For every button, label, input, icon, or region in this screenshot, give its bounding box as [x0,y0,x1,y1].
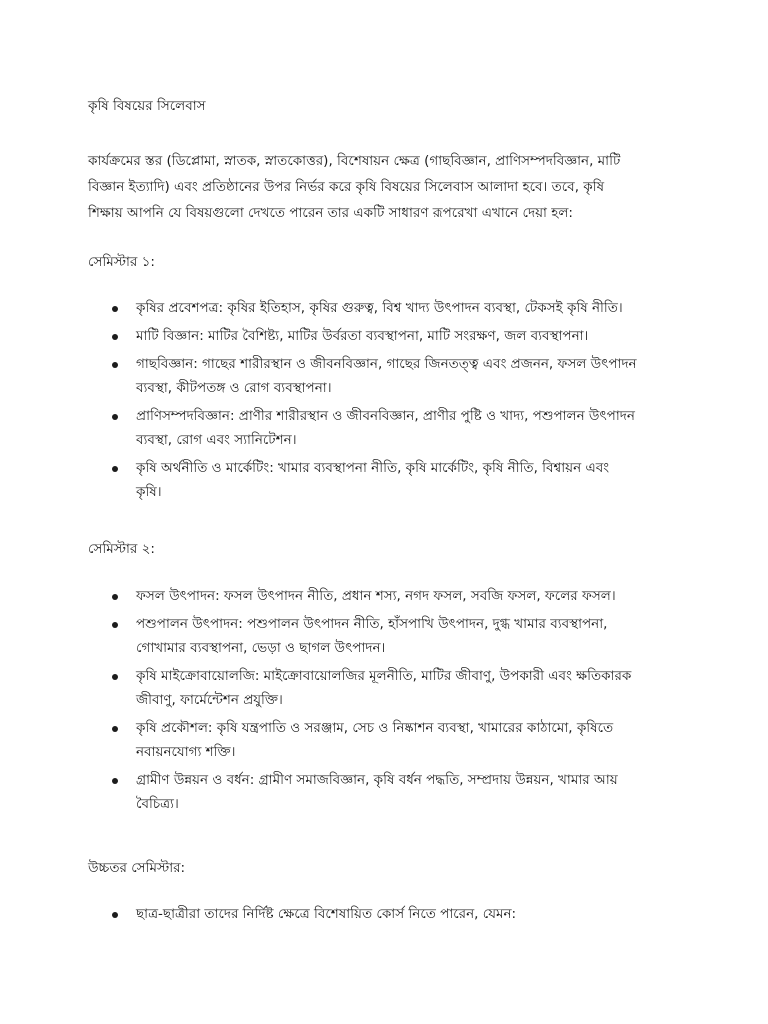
intro-line: বিজ্ঞান ইত্যাদি) এবং প্রতিষ্ঠানের উপর নির্ভর করে কৃষি বিষয়ের সিলেবাস আলাদা হবে। তবে, কৃষি [88,179,605,195]
list-item [112,664,712,712]
list-item [112,716,712,764]
list-item-text: ব্যবস্থা, রোগ এবং স্যানিটেশন। [136,432,297,448]
bullet-icon [112,594,118,600]
bullet-icon [112,466,118,472]
section-heading-semester-2: সেমিস্টার ২: [88,541,155,557]
bullet-icon [112,622,118,628]
bullet-icon [112,726,118,732]
intro-line: কার্যক্রমের স্তর (ডিপ্লোমা, স্নাতক, স্নাতকোত্তর), বিশেষায়ন ক্ষেত্র (গাছবিজ্ঞান, প্রাণিসম্পদবিজ্ঞান, মাটি [88,153,621,169]
list-item-text: পশুপালন উৎপাদন: পশুপালন উৎপাদন নীতি, হাঁসপাখি উৎপাদন, দুগ্ধ খামার ব্যবস্থাপনা, [136,616,608,632]
bullet-icon [112,674,118,680]
list-item-text: বৈচিত্র্য। [136,796,179,812]
list-item [112,768,712,816]
list-item [112,612,712,660]
list-item [112,902,712,926]
list-item-text: কৃষি অর্থনীতি ও মার্কেটিং: খামার ব্যবস্থাপনা নীতি, কৃষি মার্কেটিং, কৃষি নীতি, বিশ্বায়ন এবং [136,460,610,476]
list-item-text: নবায়নযোগ্য শক্তি। [136,744,236,760]
list-item [112,404,712,452]
list-item-text: ব্যবস্থা, কীটপতঙ্গ ও রোগ ব্যবস্থাপনা। [136,380,332,396]
bullet-icon [112,362,118,368]
bullet-icon [112,306,118,312]
list-item-text: প্রাণিসম্পদবিজ্ঞান: প্রাণীর শারীরস্থান ও জীবনবিজ্ঞান, প্রাণীর পুষ্টি ও খাদ্য, পশুপালন উৎপাদন [136,408,635,424]
advanced-list [112,902,712,930]
list-item-text: জীবাণু, ফার্মেন্টেশন প্রযুক্তি। [136,692,283,708]
list-item-text: মাটি বিজ্ঞান: মাটির বৈশিষ্ট্য, মাটির উর্বরতা ব্যবস্থাপনা, মাটি সংরক্ষণ, জল ব্যবস্থাপনা। [136,328,589,344]
list-item-text: কৃষি। [136,484,162,500]
list-item-text: কৃষি মাইক্রোবায়োলজি: মাইক্রোবায়োলজির মূলনীতি, মাটির জীবাণু, উপকারী এবং ক্ষতিকারক [136,668,632,684]
semester-1-list [112,296,712,508]
intro-line: শিক্ষায় আপনি যে বিষয়গুলো দেখতে পারেন তার একটি সাধারণ রূপরেখা এখানে দেয়া হল: [88,205,573,221]
list-item [112,324,712,348]
section-heading-advanced: উচ্চতর সেমিস্টার: [88,860,186,876]
semester-2-list [112,584,712,820]
bullet-icon [112,778,118,784]
list-item-text: ফসল উৎপাদন: ফসল উৎপাদন নীতি, প্রধান শস্য, নগদ ফসল, সবজি ফসল, ফলের ফসল। [136,588,616,604]
list-item-text: ছাত্র-ছাত্রীরা তাদের নির্দিষ্ট ক্ষেত্রে বিশেষায়িত কোর্স নিতে পারেন, যেমন: [136,906,517,922]
list-item-text: গাছবিজ্ঞান: গাছের শারীরস্থান ও জীবনবিজ্ঞান, গাছের জিনতত্ত্ব এবং প্রজনন, ফসল উৎপাদন [136,356,637,372]
bullet-icon [112,334,118,340]
intro-paragraph [88,148,688,226]
bullet-icon [112,414,118,420]
list-item [112,296,712,320]
list-item-text: গ্রামীণ উন্নয়ন ও বর্ধন: গ্রামীণ সমাজবিজ্ঞান, কৃষি বর্ধন পদ্ধতি, সম্প্রদায় উন্নয়ন, খামার আয় [136,772,618,788]
list-item [112,584,712,608]
list-item [112,352,712,400]
list-item-text: কৃষির প্রবেশপত্র: কৃষির ইতিহাস, কৃষির গুরুত্ব, বিশ্ব খাদ্য উৎপাদন ব্যবস্থা, টেকসই কৃষি নীতি। [136,300,623,316]
list-item [112,456,712,504]
list-item-text: গোখামার ব্যবস্থাপনা, ভেড়া ও ছাগল উৎপাদন। [136,640,386,656]
bullet-icon [112,912,118,918]
list-item-text: কৃষি প্রকৌশল: কৃষি যন্ত্রপাতি ও সরঞ্জাম, সেচ ও নিষ্কাশন ব্যবস্থা, খামারের কাঠামো, কৃষিতে [136,720,614,736]
section-heading-semester-1: সেমিস্টার ১: [88,254,155,270]
page-title: কৃষি বিষয়ের সিলেবাস [88,98,206,114]
